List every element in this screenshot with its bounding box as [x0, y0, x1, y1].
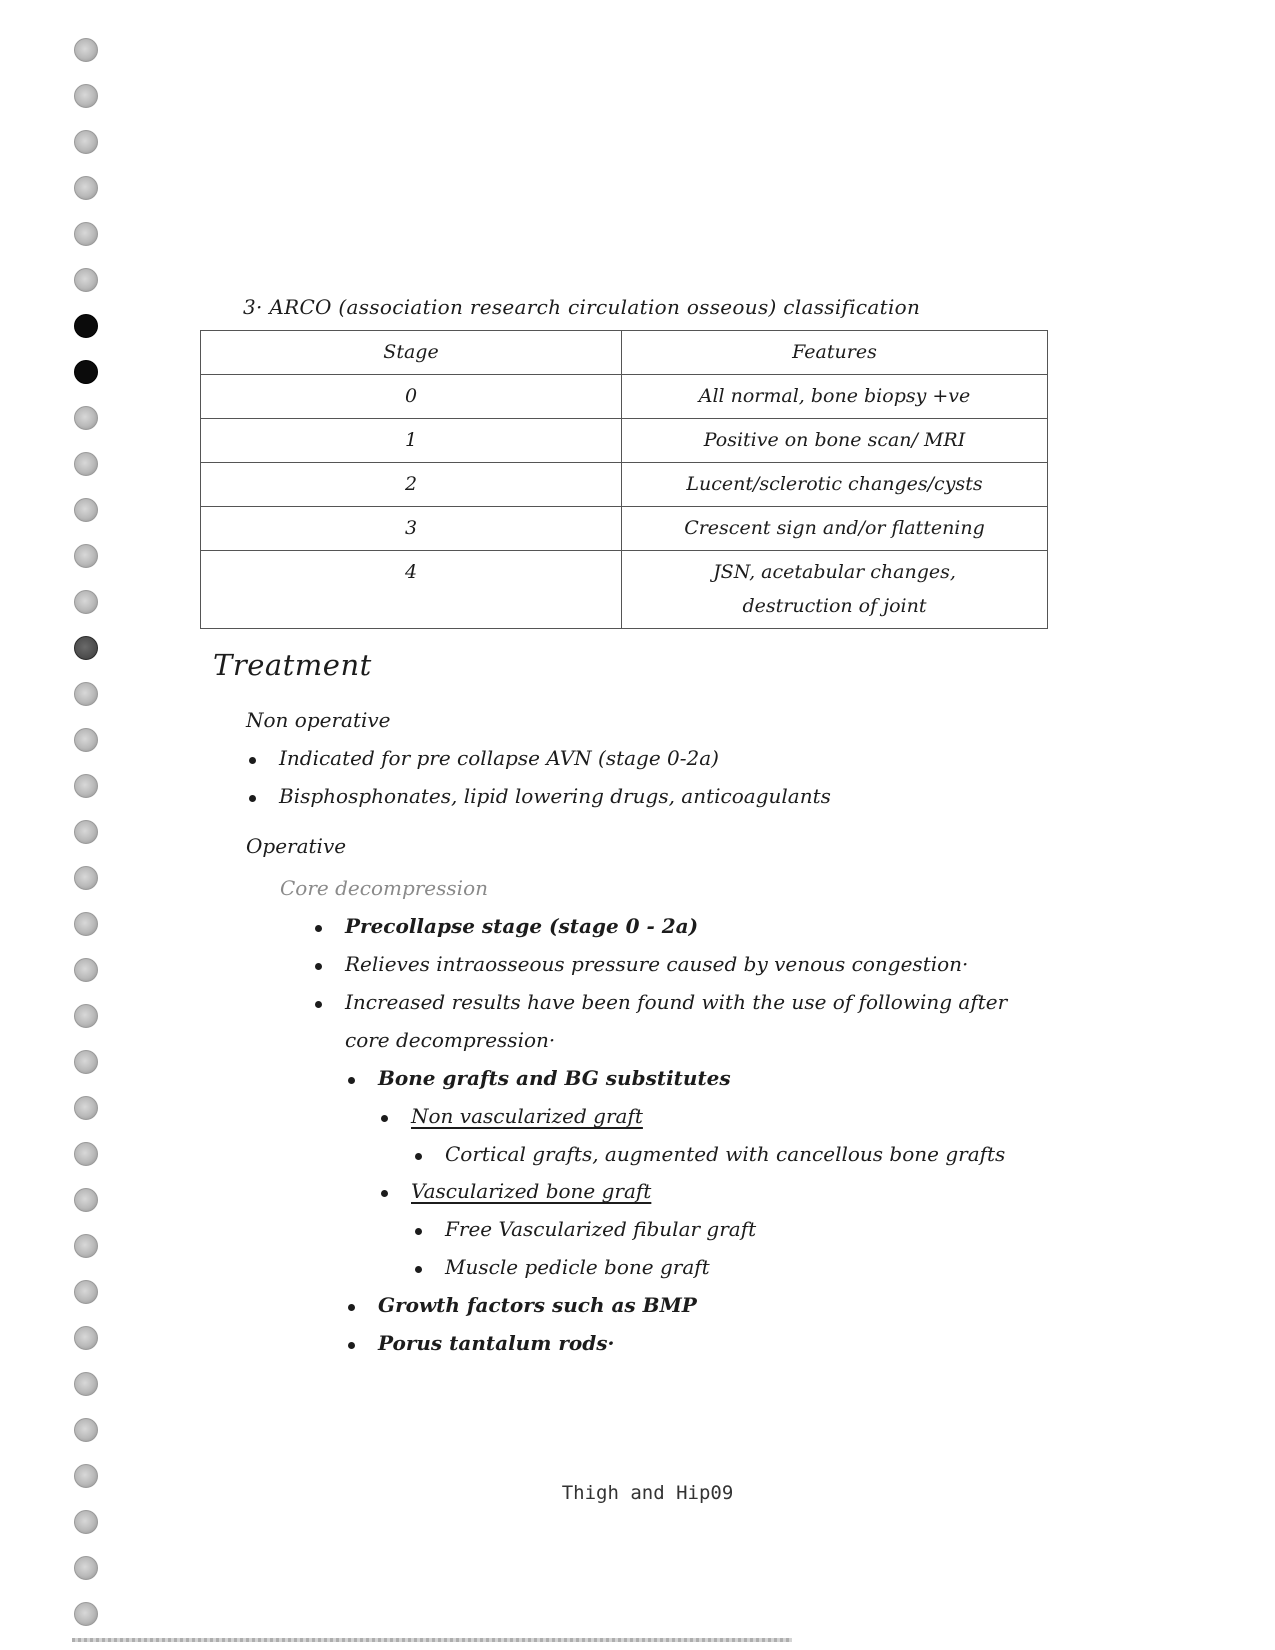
table-row: [201, 551, 1048, 629]
column-header-stage: Stage: [201, 331, 622, 375]
arco-table: [200, 330, 1048, 629]
feature-cell: Positive on bone scan/ MRI: [622, 419, 1048, 463]
binder-hole-icon: [74, 130, 98, 154]
list-item: Increased results have been found with the use of following after: [345, 990, 1008, 1014]
table-row: [201, 375, 1048, 419]
binder-hole-icon: [74, 360, 98, 384]
binder-hole-icon: [74, 176, 98, 200]
feature-cell: Crescent sign and/or flattening: [622, 507, 1048, 551]
scan-edge: [72, 1638, 792, 1642]
table-row: [201, 507, 1048, 551]
list-item: Precollapse stage (stage 0 - 2a): [345, 914, 699, 938]
list-item: Vascularized bone graft: [411, 1179, 652, 1203]
stage-cell: 1: [201, 419, 622, 463]
binder-hole-icon: [74, 1372, 98, 1396]
non-operative-label: Non operative: [246, 708, 391, 732]
binder-hole-icon: [74, 1142, 98, 1166]
list-item: Bisphosphonates, lipid lowering drugs, anticoagulants: [279, 784, 831, 808]
treatment-title: Treatment: [213, 648, 372, 682]
binder-hole-icon: [74, 1556, 98, 1580]
feature-cell: Lucent/sclerotic changes/cysts: [622, 463, 1048, 507]
list-item: Non vascularized graft: [411, 1104, 643, 1128]
binder-hole-icon: [74, 268, 98, 292]
list-item-continuation: core decompression·: [345, 1028, 556, 1052]
feature-cell: All normal, bone biopsy +ve: [622, 375, 1048, 419]
list-item: Bone grafts and BG substitutes: [378, 1066, 731, 1090]
list-item: Porus tantalum rods·: [378, 1331, 615, 1355]
binder-hole-icon: [74, 774, 98, 798]
binder-hole-icon: [74, 820, 98, 844]
stage-cell: 2: [201, 463, 622, 507]
binder-hole-icon: [74, 912, 98, 936]
binder-hole-icon: [74, 84, 98, 108]
column-header-features: Features: [622, 331, 1048, 375]
binder-hole-icon: [74, 1280, 98, 1304]
binder-hole-icon: [74, 1510, 98, 1534]
binder-hole-icon: [74, 406, 98, 430]
arco-heading: 3· ARCO (association research circulation osseous) classification: [243, 295, 921, 319]
list-item: Free Vascularized fibular graft: [445, 1217, 757, 1241]
stage-cell: 0: [201, 375, 622, 419]
page-footer: Thigh and Hip09: [561, 1482, 734, 1504]
list-item: Muscle pedicle bone graft: [445, 1255, 710, 1279]
binder-hole-icon: [74, 1188, 98, 1212]
list-item: Growth factors such as BMP: [378, 1293, 697, 1317]
binder-hole-icon: [74, 1418, 98, 1442]
binder-hole-icon: [74, 682, 98, 706]
core-decompression-label: Core decompression: [280, 876, 488, 900]
binder-hole-icon: [74, 452, 98, 476]
binder-hole-icon: [74, 1096, 98, 1120]
binder-hole-icon: [74, 636, 98, 660]
binder-hole-icon: [74, 314, 98, 338]
feature-cell: JSN, acetabular changes, destruction of joint: [622, 551, 1048, 629]
binder-hole-icon: [74, 866, 98, 890]
binder-hole-icon: [74, 544, 98, 568]
binder-hole-icon: [74, 498, 98, 522]
binder-hole-icon: [74, 1004, 98, 1028]
table-row: [201, 419, 1048, 463]
binder-hole-icon: [74, 958, 98, 982]
binder-hole-icon: [74, 1326, 98, 1350]
binder-hole-icon: [74, 1050, 98, 1074]
list-item: Cortical grafts, augmented with cancellous bone grafts: [445, 1142, 1006, 1166]
binder-hole-icon: [74, 590, 98, 614]
table-header-row: [201, 331, 1048, 375]
binder-hole-icon: [74, 222, 98, 246]
stage-cell: 4: [201, 551, 622, 629]
stage-cell: 3: [201, 507, 622, 551]
operative-label: Operative: [246, 834, 347, 858]
binder-hole-icon: [74, 38, 98, 62]
binder-hole-icon: [74, 1602, 98, 1626]
list-item: Relieves intraosseous pressure caused by venous congestion·: [345, 952, 969, 976]
list-item: Indicated for pre collapse AVN (stage 0-2a): [279, 746, 719, 770]
binder-hole-icon: [74, 728, 98, 752]
table-row: [201, 463, 1048, 507]
binder-hole-icon: [74, 1234, 98, 1258]
